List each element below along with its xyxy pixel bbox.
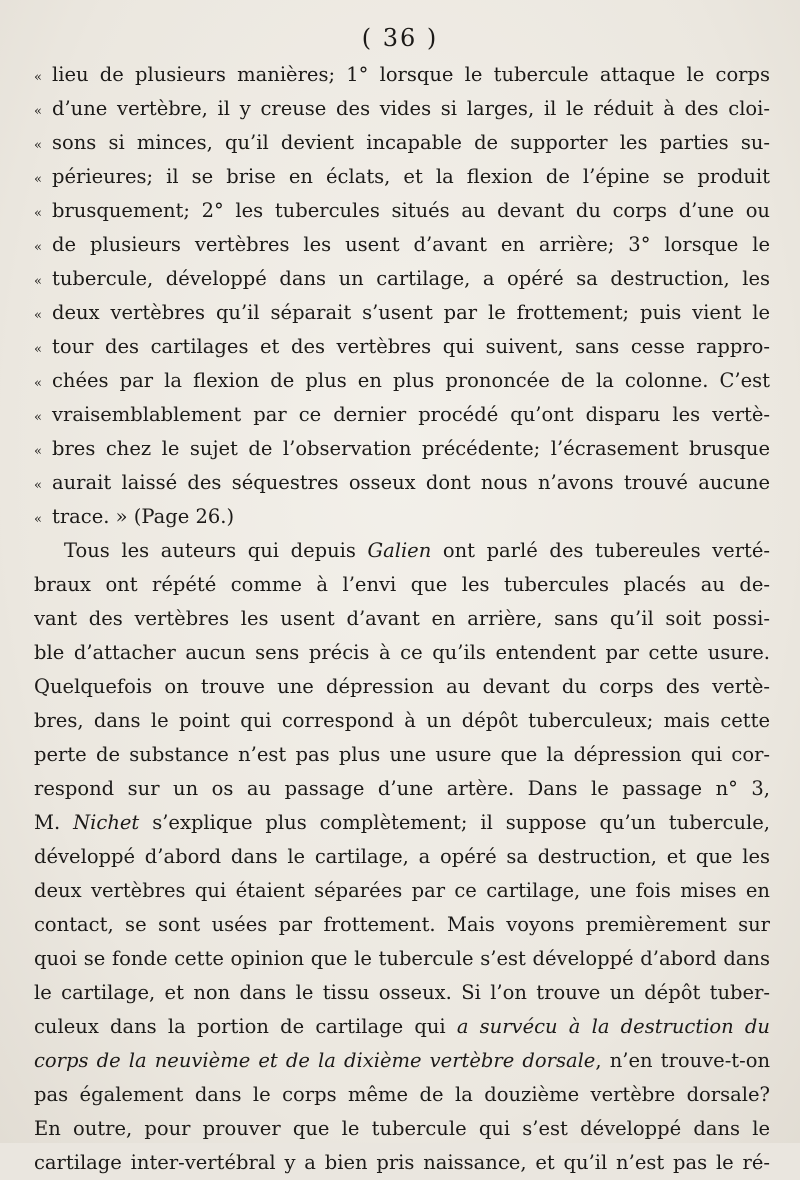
line-text: vant des vertèbres les usent d’avant en arrière, sans qu’il soit possi-: [34, 607, 770, 630]
line-text: cartilage inter-vertébral y a bien pris naissance, et qu’il n’est pas le ré-: [34, 1151, 770, 1174]
line-text: quoi se fonde cette opinion que le tubercule s’est développé d’abord dans: [34, 947, 770, 970]
italic-text: a survécu à la destruction du: [456, 1015, 770, 1038]
line-text: respond sur un os au passage d’une artère. Dans le passage n° 3,: [34, 777, 770, 800]
italic-text: Galien: [367, 539, 432, 562]
line-text: deux vertèbres qui étaient séparées par ce cartilage, une fois mises en: [34, 879, 770, 902]
line-text: Tous les auteurs qui depuis: [64, 539, 368, 562]
line-text: développé d’abord dans le cartilage, a opéré sa destruction, et que les: [34, 845, 770, 868]
line-text: M.: [34, 811, 74, 834]
line-text: s’explique plus complètement; il suppose qu’un tubercule,: [139, 811, 770, 834]
text-line: [34, 1146, 770, 1180]
text-line: [34, 806, 770, 840]
text-line: [34, 534, 770, 568]
text-line: [34, 364, 770, 398]
text-line: [34, 160, 770, 194]
text-line: [34, 772, 770, 806]
quote-mark: «: [34, 376, 42, 391]
quote-mark: «: [34, 444, 42, 459]
text-line: [34, 126, 770, 160]
text-line: [34, 568, 770, 602]
italic-text: corps de la neuvième et de la dixième vertèbre dorsale: [34, 1049, 596, 1072]
text-line: [34, 296, 770, 330]
page-number: ( 36 ): [361, 24, 439, 52]
quote-mark: «: [34, 104, 42, 119]
text-line: [34, 942, 770, 976]
text-line: [34, 432, 770, 466]
line-text: le cartilage, et non dans le tissu osseux. Si l’on trouve un dépôt tuber-: [34, 981, 770, 1004]
line-text: lieu de plusieurs manières; 1° lorsque le tubercule attaque le corps: [52, 63, 770, 86]
text-line: [34, 92, 770, 126]
text-line: [34, 58, 770, 92]
text-line: [34, 1010, 770, 1044]
line-text: , n’en trouve-t-on: [595, 1049, 770, 1072]
line-text: contact, se sont usées par frottement. Mais voyons premièrement sur: [34, 913, 770, 936]
line-text: brusquement; 2° les tubercules situés au devant du corps d’une ou: [52, 199, 770, 222]
text-line: [34, 398, 770, 432]
text-line: [34, 976, 770, 1010]
text-line: [34, 636, 770, 670]
text-line: [34, 738, 770, 772]
quote-mark: «: [34, 138, 42, 153]
line-text: bres, dans le point qui correspond à un dépôt tuberculeux; mais cette: [34, 709, 770, 732]
italic-text: Nichet: [73, 811, 140, 834]
line-text: tour des cartilages et des vertèbres qui suivent, sans cesse rappro-: [52, 335, 770, 358]
line-text: de plusieurs vertèbres les usent d’avant en arrière; 3° lorsque le: [52, 233, 770, 256]
text-line: [34, 500, 770, 534]
quote-mark: «: [34, 342, 42, 357]
text-line: [34, 704, 770, 738]
quote-mark: «: [34, 70, 42, 85]
line-text: tubercule, développé dans un cartilage, a opéré sa destruction, les: [52, 267, 770, 290]
line-text: perte de substance n’est pas plus une usure que la dépression qui cor-: [34, 743, 770, 766]
line-text: aurait laissé des séquestres osseux dont nous n’avons trouvé aucune: [52, 471, 770, 494]
line-text: chées par la flexion de plus en plus prononcée de la colonne. C’est: [52, 369, 770, 392]
line-text: Quelquefois on trouve une dépression au devant du corps des vertè-: [34, 675, 770, 698]
line-text: d’une vertèbre, il y creuse des vides si larges, il le réduit à des cloi-: [52, 97, 770, 120]
line-text: bres chez le sujet de l’observation précédente; l’écrasement brusque: [52, 437, 770, 460]
text-line: [34, 194, 770, 228]
line-text: ont parlé des tubereules verté-: [431, 539, 770, 562]
line-text: braux ont répété comme à l’envi que les tubercules placés au de-: [34, 573, 770, 596]
text-line: [34, 466, 770, 500]
quote-mark: «: [34, 274, 42, 289]
text-line: [34, 228, 770, 262]
text-line: [34, 840, 770, 874]
line-text: périeures; il se brise en éclats, et la flexion de l’épine se produit: [52, 165, 770, 188]
body-text: [34, 58, 770, 1180]
quote-mark: «: [34, 478, 42, 493]
line-text: En outre, pour prouver que le tubercule qui s’est développé dans le: [34, 1117, 770, 1140]
line-text: pas également dans le corps même de la douzième vertèbre dorsale?: [34, 1083, 770, 1106]
text-line: [34, 602, 770, 636]
line-text: sons si minces, qu’il devient incapable de supporter les parties su-: [52, 131, 770, 154]
text-line: [34, 874, 770, 908]
line-text: ble d’attacher aucun sens précis à ce qu’ils entendent par cette usure.: [34, 641, 770, 664]
line-text: vraisemblablement par ce dernier procédé qu’ont disparu les vertè-: [52, 403, 770, 426]
text-line: [34, 1044, 770, 1078]
line-text: deux vertèbres qu’il séparait s’usent par le frottement; puis vient le: [52, 301, 770, 324]
text-line: [34, 1078, 770, 1112]
text-line: [34, 1112, 770, 1146]
quote-mark: «: [34, 206, 42, 221]
quote-mark: «: [34, 240, 42, 255]
quote-mark: «: [34, 172, 42, 187]
text-line: [34, 330, 770, 364]
text-line: [34, 908, 770, 942]
line-text: culeux dans la portion de cartilage qui: [34, 1015, 457, 1038]
text-line: [34, 262, 770, 296]
quote-mark: «: [34, 512, 42, 527]
quote-mark: «: [34, 308, 42, 323]
text-line: [34, 670, 770, 704]
quote-mark: «: [34, 410, 42, 425]
line-text: trace. » (Page 26.): [52, 505, 235, 528]
